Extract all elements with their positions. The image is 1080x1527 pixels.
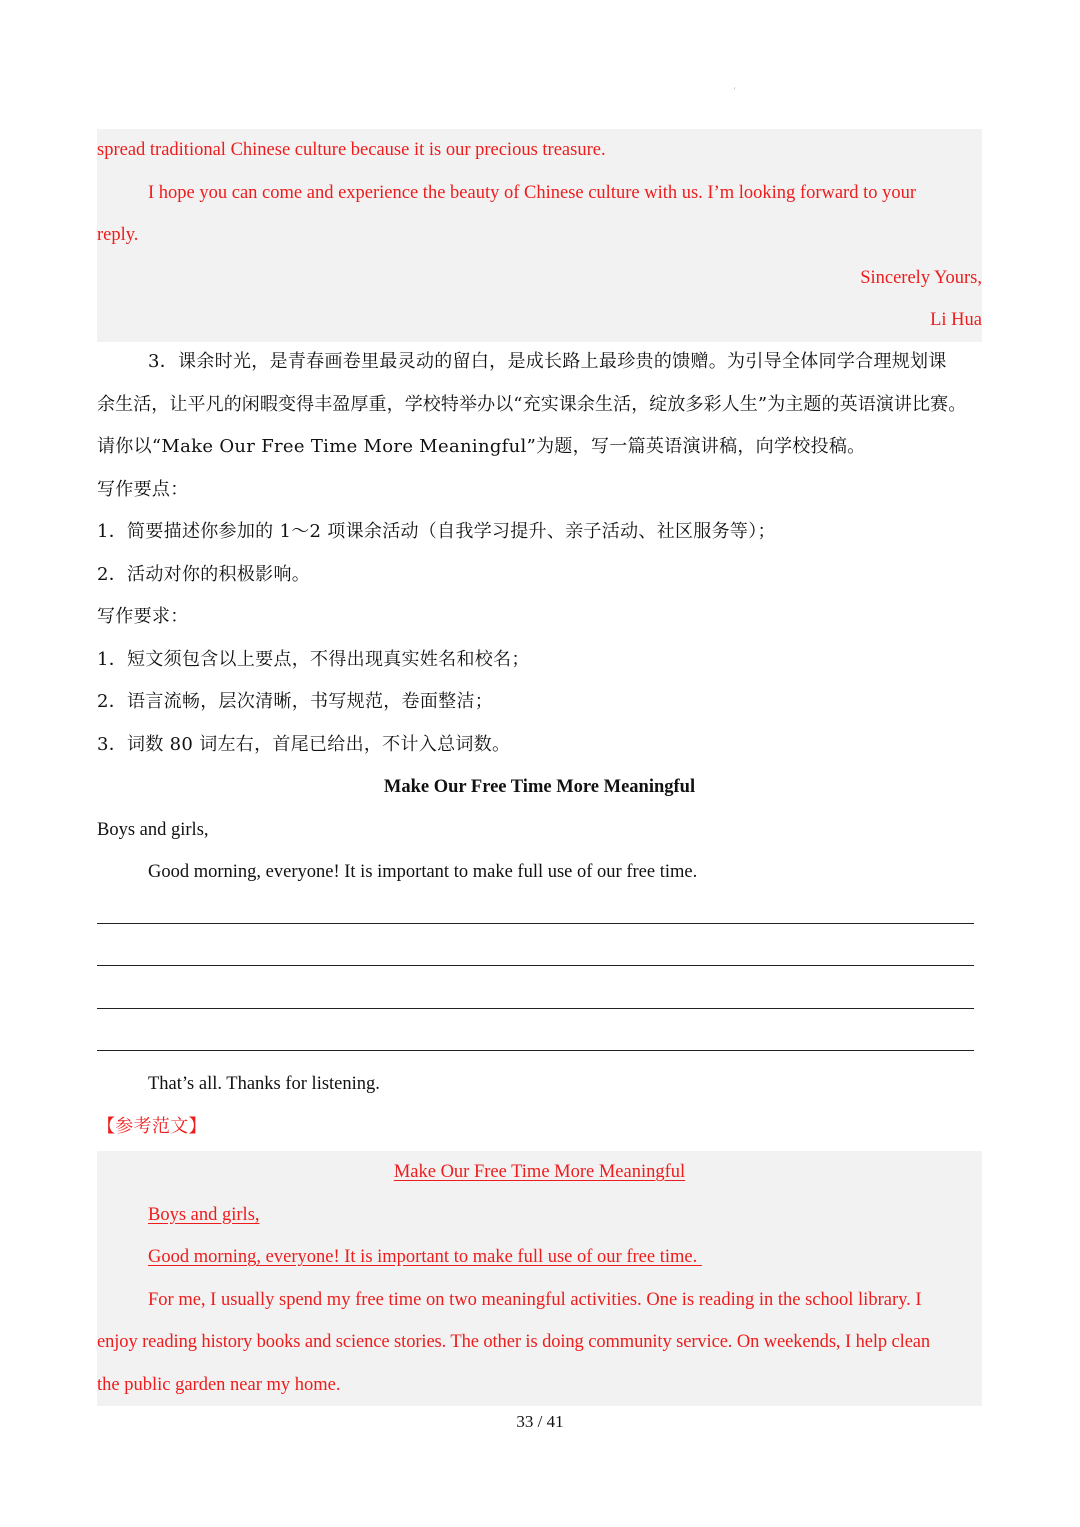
reference-title [97,1151,982,1194]
answer-line: I hope you can come and experience the beauty of Chinese culture with us. I’m looking forward to your [148,182,917,203]
essay-title: Make Our Free Time More Meaningful [383,777,696,797]
answer-signoff: Sincerely Yours, [860,267,982,288]
writing-point: 1．简要描述你参加的 1～2 项课余活动（自我学习提升、亲子活动、社区服务等）； [97,521,776,542]
answer-blank-line [97,923,974,924]
writing-requirements-heading: 写作要求： [97,606,189,627]
essay-closing: That’s all. Thanks for listening. [148,1074,380,1094]
answer-signature: Li Hua [930,310,982,330]
answer-blank-line [97,1008,974,1009]
page-tick-mark: ' [734,86,736,95]
answer-line: spread traditional Chinese culture because it is our precious treasure. [97,140,606,160]
reference-label: 【参考范文】 [97,1115,207,1137]
essay-closing-block [97,1063,982,1148]
writing-requirement: 3．词数 80 词左右，首尾已给出，不计入总词数。 [97,733,511,755]
answer-blank-line [97,1050,974,1051]
page-number: 33 / 41 [516,1412,564,1431]
question-intro-line: 请你以“Make Our Free Time More Meaningful”为题，写一篇英语演讲稿，向学校投稿。 [97,436,866,457]
writing-requirement: 1．短文须包含以上要点，不得出现真实姓名和校名； [97,648,530,670]
reference-body-line: enjoy reading history books and science stories. The other is doing community service. On weekends, I help clean [97,1332,931,1352]
question-intro-line: 余生活，让平凡的闲暇变得丰盈厚重，学校特举办以“充实课余生活，绽放多彩人生”为主题的英语演讲比赛。 [97,393,967,415]
reference-opening [97,1236,982,1279]
answer-blank-line [97,965,974,966]
question-3 [97,341,982,894]
reference-essay-box [97,1151,982,1406]
answer-line: reply. [97,225,139,245]
essay-opening: Good morning, everyone! It is important to make full use of our free time. [148,862,698,882]
reference-greeting-text: Boys and girls, [148,1204,260,1225]
writing-point: 2．活动对你的积极影响。 [97,563,311,585]
reference-greeting [97,1194,982,1237]
question-intro-line: 3．课余时光，是青春画卷里最灵动的留白，是成长路上最珍贵的馈赠。为引导全体同学合理规划课 [148,351,947,372]
previous-answer-box [97,129,982,342]
reference-title-text: Make Our Free Time More Meaningful [393,1162,686,1182]
reference-opening-text: Good morning, everyone! It is important to make full use of our free time. [148,1247,702,1267]
writing-points-heading: 写作要点： [97,478,189,500]
reference-body-line: the public garden near my home. [97,1374,341,1395]
essay-greeting: Boys and girls, [97,819,209,840]
reference-body-line: For me, I usually spend my free time on two meaningful activities. One is reading in the school library. I [148,1289,922,1310]
writing-requirement: 2．语言流畅，层次清晰，书写规范，卷面整洁； [97,691,494,712]
